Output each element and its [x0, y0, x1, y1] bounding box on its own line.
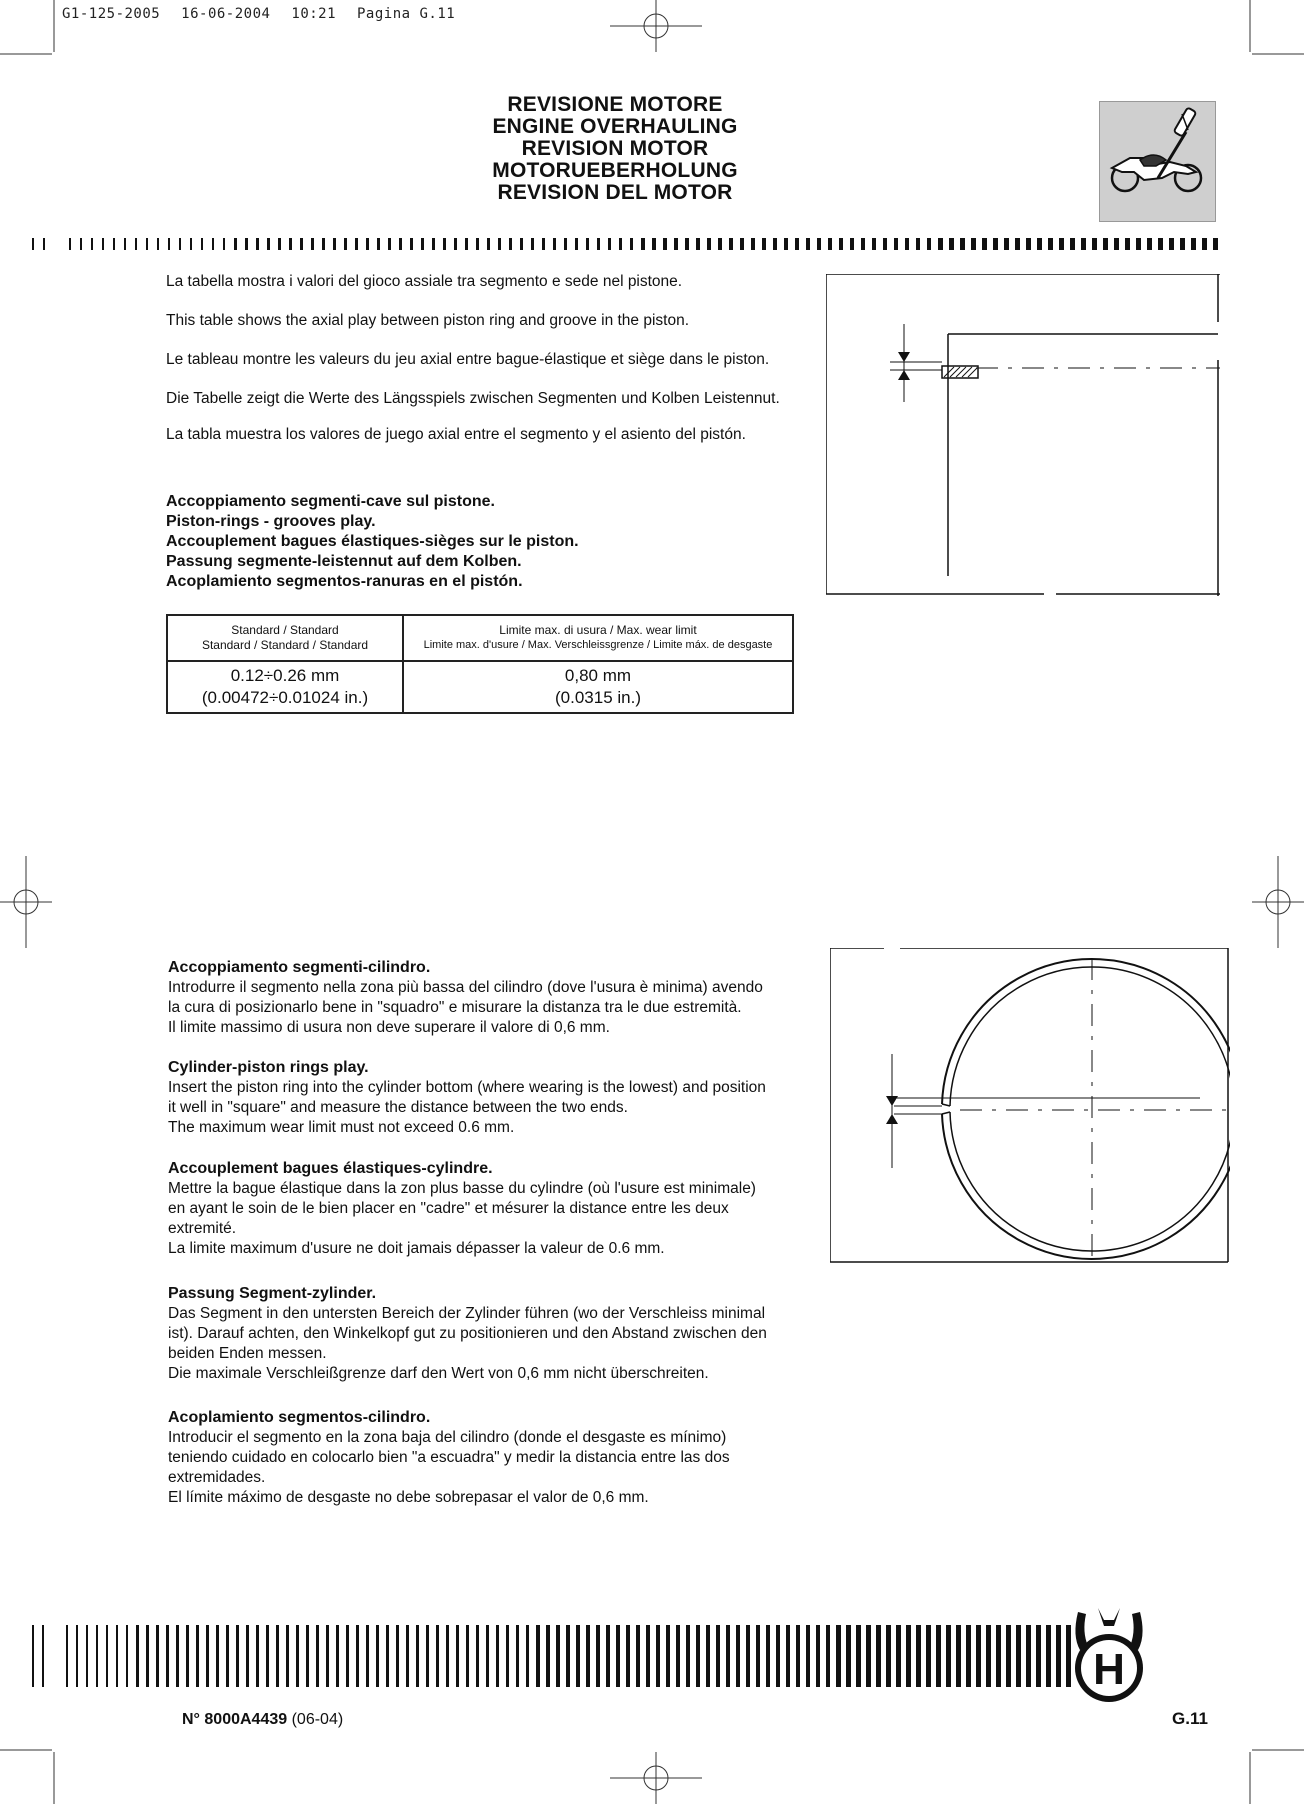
title-en: ENGINE OVERHAULING [492, 115, 738, 138]
bar-mark [1070, 238, 1075, 250]
registration-mark-top [610, 0, 702, 52]
bar-mark [399, 238, 402, 250]
bar-mark [326, 1625, 329, 1687]
bar-mark [1114, 238, 1119, 250]
bar-mark [784, 238, 788, 250]
bar-mark [916, 1625, 921, 1687]
bar-mark [43, 238, 45, 250]
bar-mark [306, 1625, 309, 1687]
bar-mark [136, 1625, 139, 1687]
section-heading-it: Accoppiamento segmenti-cilindro. [168, 959, 431, 976]
bar-mark [396, 1625, 399, 1687]
bar-mark [564, 238, 567, 250]
bar-mark [936, 1625, 941, 1687]
bar-mark [896, 1625, 901, 1687]
title-fr: REVISION MOTOR [521, 137, 709, 160]
bar-mark [344, 238, 347, 250]
bar-mark [1103, 238, 1108, 250]
bar-mark [506, 1625, 509, 1687]
section-line: Insert the piston ring into the cylinder bottom (where wearing is the lowest) and position [168, 1079, 766, 1096]
bar-mark [786, 1625, 790, 1687]
bar-mark [377, 238, 380, 250]
bar-mark [806, 1625, 810, 1687]
bar-mark [156, 1625, 159, 1687]
bar-mark [886, 1625, 891, 1687]
bar-mark [531, 238, 534, 250]
bar-mark [410, 238, 413, 250]
bar-mark [795, 238, 799, 250]
bar-mark [816, 1625, 820, 1687]
bar-mark [751, 238, 755, 250]
bar-mark [566, 1625, 570, 1687]
bar-mark [266, 1625, 269, 1687]
bar-mark [1015, 238, 1020, 250]
section-en [168, 1058, 808, 1138]
bar-mark [146, 1625, 149, 1687]
coupling-heading-es: Acoplamiento segmentos-ranuras en el pistón. [166, 573, 523, 590]
standard-value-in: (0.00472÷0.01024 in.) [201, 688, 369, 707]
bar-mark [520, 238, 523, 250]
bar-mark [575, 238, 578, 250]
bar-mark [465, 238, 468, 250]
table-header-row [167, 615, 793, 661]
bar-mark [32, 1625, 34, 1687]
bar-mark [663, 238, 667, 250]
bar-mark [498, 238, 501, 250]
bar-mark [536, 1625, 540, 1687]
bar-mark [630, 238, 633, 250]
bar-mark [906, 1625, 911, 1687]
coupling-heading-en: Piston-rings - grooves play. [166, 513, 376, 530]
bar-mark [1169, 238, 1174, 250]
section-line: Il limite massimo di usura non deve superare il valore di 0,6 mm. [168, 1019, 610, 1036]
bar-mark [80, 238, 82, 250]
bar-mark [190, 238, 192, 250]
section-line: Introducir el segmento en la zona baja del cilindro (donde el desgaste es mínimo) [168, 1429, 727, 1446]
ring-end-gap-diagram [830, 948, 1230, 1264]
bar-mark [355, 238, 358, 250]
bar-mark [696, 238, 700, 250]
bar-mark [850, 238, 854, 250]
section-heading-en: Cylinder-piston rings play. [168, 1059, 369, 1076]
bar-mark [216, 1625, 219, 1687]
bar-mark [311, 238, 314, 250]
bar-mark [416, 1625, 419, 1687]
bar-mark [856, 1625, 861, 1687]
bar-mark [246, 1625, 249, 1687]
coupling-heading-it: Accoppiamento segmenti-cave sul pistone. [166, 493, 495, 510]
bar-mark [866, 1625, 871, 1687]
bar-mark [42, 1625, 44, 1687]
bar-mark [212, 238, 214, 250]
bar-mark [956, 1625, 961, 1687]
limit-value [403, 661, 793, 713]
bar-mark [1026, 1625, 1031, 1687]
print-page: Pagina G.11 [356, 6, 456, 22]
section-titles [440, 94, 790, 204]
section-line: Die maximale Verschleißgrenze darf den Wert von 0,6 mm nicht überschreiten. [168, 1365, 709, 1382]
bar-mark [176, 1625, 179, 1687]
bar-mark [1026, 238, 1031, 250]
section-line: El límite máximo de desgaste no debe sobrepasar el valor de 0,6 mm. [168, 1489, 649, 1506]
bar-mark [366, 238, 369, 250]
limit-header [403, 615, 793, 661]
bar-mark [846, 1625, 851, 1687]
bar-mark [1036, 1625, 1041, 1687]
bar-mark [740, 238, 744, 250]
bar-mark [616, 1625, 620, 1687]
bar-mark [736, 1625, 740, 1687]
bar-mark [256, 238, 259, 250]
bar-mark [113, 238, 115, 250]
bar-mark [586, 1625, 590, 1687]
table-value-row [167, 661, 793, 713]
bar-mark [718, 238, 722, 250]
bar-mark [817, 238, 821, 250]
section-line: The maximum wear limit must not exceed 0.6 mm. [168, 1119, 515, 1136]
bar-mark [236, 1625, 239, 1687]
section-it [168, 958, 808, 1038]
bar-mark [454, 238, 457, 250]
bar-mark [316, 1625, 319, 1687]
coupling-heading-de: Passung segmente-leistennut auf dem Kolben. [166, 553, 522, 570]
bar-mark [806, 238, 810, 250]
bar-mark [426, 1625, 429, 1687]
bar-mark [1202, 238, 1207, 250]
bar-mark [446, 1625, 449, 1687]
standard-header [167, 615, 403, 661]
decorative-bar-strip-top [32, 238, 1222, 250]
bar-mark [976, 1625, 981, 1687]
registration-mark-bottom [610, 1752, 702, 1804]
intro-paragraph-fr: Le tableau montre les valeurs du jeu axial entre bague-élastique et siège dans le piston. [166, 351, 770, 368]
bar-mark [116, 1625, 118, 1687]
bar-mark [626, 1625, 630, 1687]
bar-mark [96, 1625, 98, 1687]
section-line: Introdurre il segmento nella zona più bassa del cilindro (dove l'usura è minima) avendo [168, 979, 763, 996]
bar-mark [596, 1625, 600, 1687]
bar-mark [1006, 1625, 1011, 1687]
title-de: MOTORUEBERHOLUNG [492, 159, 738, 182]
bar-mark [707, 238, 711, 250]
bar-mark [126, 1625, 128, 1687]
bar-mark [1213, 238, 1218, 250]
section-line: extremité. [168, 1220, 237, 1237]
bar-mark [1158, 238, 1163, 250]
bar-mark [186, 1625, 189, 1687]
standard-header-line2: Standard / Standard / Standard [201, 638, 369, 652]
section-heading-fr: Accouplement bagues élastiques-cylindre. [168, 1160, 493, 1177]
bar-mark [296, 1625, 299, 1687]
bar-mark [960, 238, 965, 250]
registration-mark-left [0, 856, 52, 948]
bar-mark [91, 238, 93, 250]
bar-mark [1092, 238, 1097, 250]
bar-mark [894, 238, 898, 250]
bar-mark [608, 238, 611, 250]
bar-mark [946, 1625, 951, 1687]
bar-mark [1147, 238, 1152, 250]
bar-mark [366, 1625, 369, 1687]
bar-mark [652, 238, 656, 250]
intro-paragraph-it: La tabella mostra i valori del gioco assiale tra segmento e sede nel pistone. [166, 273, 683, 290]
section-es [168, 1408, 808, 1508]
bar-mark [356, 1625, 359, 1687]
bar-mark [146, 238, 148, 250]
bar-mark [256, 1625, 259, 1687]
ring-groove-diagram [826, 274, 1220, 596]
bar-mark [982, 238, 987, 250]
bar-mark [486, 1625, 489, 1687]
section-heading-es: Acoplamiento segmentos-cilindro. [168, 1409, 431, 1426]
bar-mark [66, 1625, 68, 1687]
bar-mark [432, 238, 435, 250]
bar-mark [876, 1625, 881, 1687]
bar-mark [762, 238, 766, 250]
section-line: Mettre la bague élastique dans la zon plus basse du cylindre (où l'usure est minimale) [168, 1180, 756, 1197]
bar-mark [278, 238, 281, 250]
bar-mark [686, 1625, 690, 1687]
bar-mark [1136, 238, 1141, 250]
bar-mark [726, 1625, 730, 1687]
bar-mark [526, 1625, 529, 1687]
bar-mark [206, 1625, 209, 1687]
bar-mark [135, 238, 137, 250]
section-line: Das Segment in den untersten Bereich der Zylinder führen (wo der Verschleiss minimal [168, 1305, 766, 1322]
bar-mark [300, 238, 303, 250]
section-line: la cura di posizionarlo bene in "squadro" e misurare la distanza tra le due estremità. [168, 999, 742, 1016]
bar-mark [1046, 1625, 1051, 1687]
limit-value-mm: 0,80 mm [564, 666, 632, 685]
bar-mark [905, 238, 909, 250]
section-line: en ayant le soin de le bien placer en "cadre" et mésurer la distance entre les deux [168, 1200, 729, 1217]
bar-mark [553, 238, 556, 250]
bar-mark [1059, 238, 1064, 250]
bar-mark [201, 238, 203, 250]
bar-mark [949, 238, 954, 250]
standard-value [167, 661, 403, 713]
bar-mark [619, 238, 622, 250]
bar-mark [927, 238, 931, 250]
bar-mark [386, 1625, 389, 1687]
manual-date: (06-04) [291, 1711, 344, 1728]
bar-mark [406, 1625, 409, 1687]
bar-mark [516, 1625, 519, 1687]
bar-mark [716, 1625, 720, 1687]
section-line: La limite maximum d'usure ne doit jamais dépasser la valeur de 0.6 mm. [168, 1240, 665, 1257]
bar-mark [1004, 238, 1009, 250]
bar-mark [706, 1625, 710, 1687]
bar-mark [696, 1625, 700, 1687]
bar-mark [124, 238, 126, 250]
page-number: G.11 [1172, 1709, 1208, 1728]
section-fr [168, 1159, 808, 1259]
limit-header-line2: Limite max. d'usure / Max. Verschleissgrenze / Limite máx. de desgaste [423, 639, 773, 651]
bar-mark [756, 1625, 760, 1687]
intro-paragraph-en: This table shows the axial play between piston ring and groove in the piston. [166, 312, 690, 329]
bar-mark [289, 238, 292, 250]
bar-mark [836, 1625, 841, 1687]
intro-paragraph-de: Die Tabelle zeigt die Werte des Längsspiels zwischen Segmenten und Kolben Leistennut. [166, 390, 780, 407]
bar-mark [376, 1625, 379, 1687]
motorcycle-screwdriver-icon [1099, 101, 1216, 222]
bar-mark [196, 1625, 199, 1687]
decorative-bar-strip-bottom [32, 1625, 1072, 1687]
bar-mark [666, 1625, 670, 1687]
coupling-headings [166, 492, 786, 592]
footer-code [182, 1711, 343, 1729]
bar-mark [333, 238, 336, 250]
bar-mark [676, 1625, 680, 1687]
bar-mark [636, 1625, 640, 1687]
section-heading-de: Passung Segment-zylinder. [168, 1285, 377, 1302]
section-de [168, 1284, 808, 1384]
bar-mark [466, 1625, 469, 1687]
bar-mark [476, 1625, 479, 1687]
coupling-heading-fr: Accouplement bagues élastiques-sièges sur le piston. [166, 533, 579, 550]
bar-mark [656, 1625, 660, 1687]
bar-mark [826, 1625, 830, 1687]
bar-mark [76, 1625, 78, 1687]
bar-mark [179, 238, 181, 250]
bar-mark [496, 1625, 499, 1687]
bar-mark [1016, 1625, 1021, 1687]
title-es: REVISION DEL MOTOR [497, 181, 733, 204]
bar-mark [883, 238, 887, 250]
title-it: REVISIONE MOTORE [507, 93, 723, 116]
husqvarna-logo [1068, 1606, 1150, 1710]
bar-mark [828, 238, 832, 250]
axial-play-table [166, 614, 794, 714]
bar-mark [1048, 238, 1053, 250]
limit-value-in: (0.0315 in.) [555, 688, 641, 707]
section-line: it well in "square" and measure the distance between the two ends. [168, 1099, 628, 1116]
bar-mark [388, 238, 391, 250]
bar-mark [476, 238, 479, 250]
bar-mark [546, 1625, 550, 1687]
intro-text [166, 272, 796, 464]
bar-mark [226, 1625, 229, 1687]
bar-mark [443, 238, 446, 250]
bar-mark [839, 238, 843, 250]
bar-mark [586, 238, 589, 250]
bar-mark [796, 1625, 800, 1687]
bar-mark [322, 238, 325, 250]
bar-mark [69, 238, 71, 250]
bar-mark [597, 238, 600, 250]
bar-mark [102, 238, 104, 250]
bar-mark [685, 238, 689, 250]
bar-mark [157, 238, 159, 250]
bar-mark [926, 1625, 931, 1687]
bar-mark [606, 1625, 610, 1687]
bar-mark [993, 238, 998, 250]
bar-mark [106, 1625, 108, 1687]
bar-mark [556, 1625, 560, 1687]
bar-mark [1037, 238, 1042, 250]
standard-header-line1: Standard / Standard [231, 623, 339, 637]
print-date: 16-06-2004 [181, 6, 271, 22]
bar-mark [773, 238, 777, 250]
bar-mark [861, 238, 865, 250]
bar-mark [223, 238, 225, 250]
bar-mark [996, 1625, 1001, 1687]
bar-mark [168, 238, 170, 250]
bar-mark [234, 238, 237, 250]
bar-mark [166, 1625, 169, 1687]
bar-mark [286, 1625, 289, 1687]
bar-mark [729, 238, 733, 250]
registration-mark-right [1252, 856, 1304, 948]
bar-mark [1125, 238, 1130, 250]
bar-mark [436, 1625, 439, 1687]
bar-mark [966, 1625, 971, 1687]
bar-mark [456, 1625, 459, 1687]
section-line: beiden Enden messen. [168, 1345, 327, 1362]
bar-mark [641, 238, 645, 250]
bar-mark [986, 1625, 991, 1687]
section-line: teniendo cuidado en colocarlo bien "a escuadra" y medir la distancia entre las dos [168, 1449, 730, 1466]
bar-mark [776, 1625, 780, 1687]
bar-mark [1056, 1625, 1061, 1687]
bar-mark [971, 238, 976, 250]
bar-mark [542, 238, 545, 250]
bar-mark [267, 238, 270, 250]
bar-mark [766, 1625, 770, 1687]
bar-mark [276, 1625, 279, 1687]
bar-mark [576, 1625, 580, 1687]
bar-mark [872, 238, 876, 250]
bar-mark [421, 238, 424, 250]
bar-mark [487, 238, 490, 250]
standard-value-mm: 0.12÷0.26 mm [230, 666, 340, 685]
bar-mark [1191, 238, 1196, 250]
section-line: extremidades. [168, 1469, 266, 1486]
print-time: 10:21 [291, 6, 337, 22]
bar-mark [916, 238, 920, 250]
limit-header-line1: Limite max. di usura / Max. wear limit [499, 623, 697, 637]
bar-mark [336, 1625, 339, 1687]
section-line: ist). Darauf achten, den Winkelkopf gut zu positionieren und den Abstand zwischen den [168, 1325, 767, 1342]
bar-mark [245, 238, 248, 250]
intro-paragraph-es: La tabla muestra los valores de juego axial entre el segmento y el asiento del pistón. [166, 426, 746, 443]
bar-mark [646, 1625, 650, 1687]
bar-mark [1180, 238, 1185, 250]
bar-mark [674, 238, 678, 250]
manual-number: N° 8000A4439 [182, 1711, 288, 1728]
bar-mark [32, 238, 34, 250]
bar-mark [509, 238, 512, 250]
bar-mark [938, 238, 943, 250]
print-doc-code: G1-125-2005 [62, 6, 161, 22]
brand-letter: H [1093, 1645, 1125, 1694]
bar-mark [346, 1625, 349, 1687]
bar-mark [86, 1625, 88, 1687]
bar-mark [1081, 238, 1086, 250]
bar-mark [746, 1625, 750, 1687]
